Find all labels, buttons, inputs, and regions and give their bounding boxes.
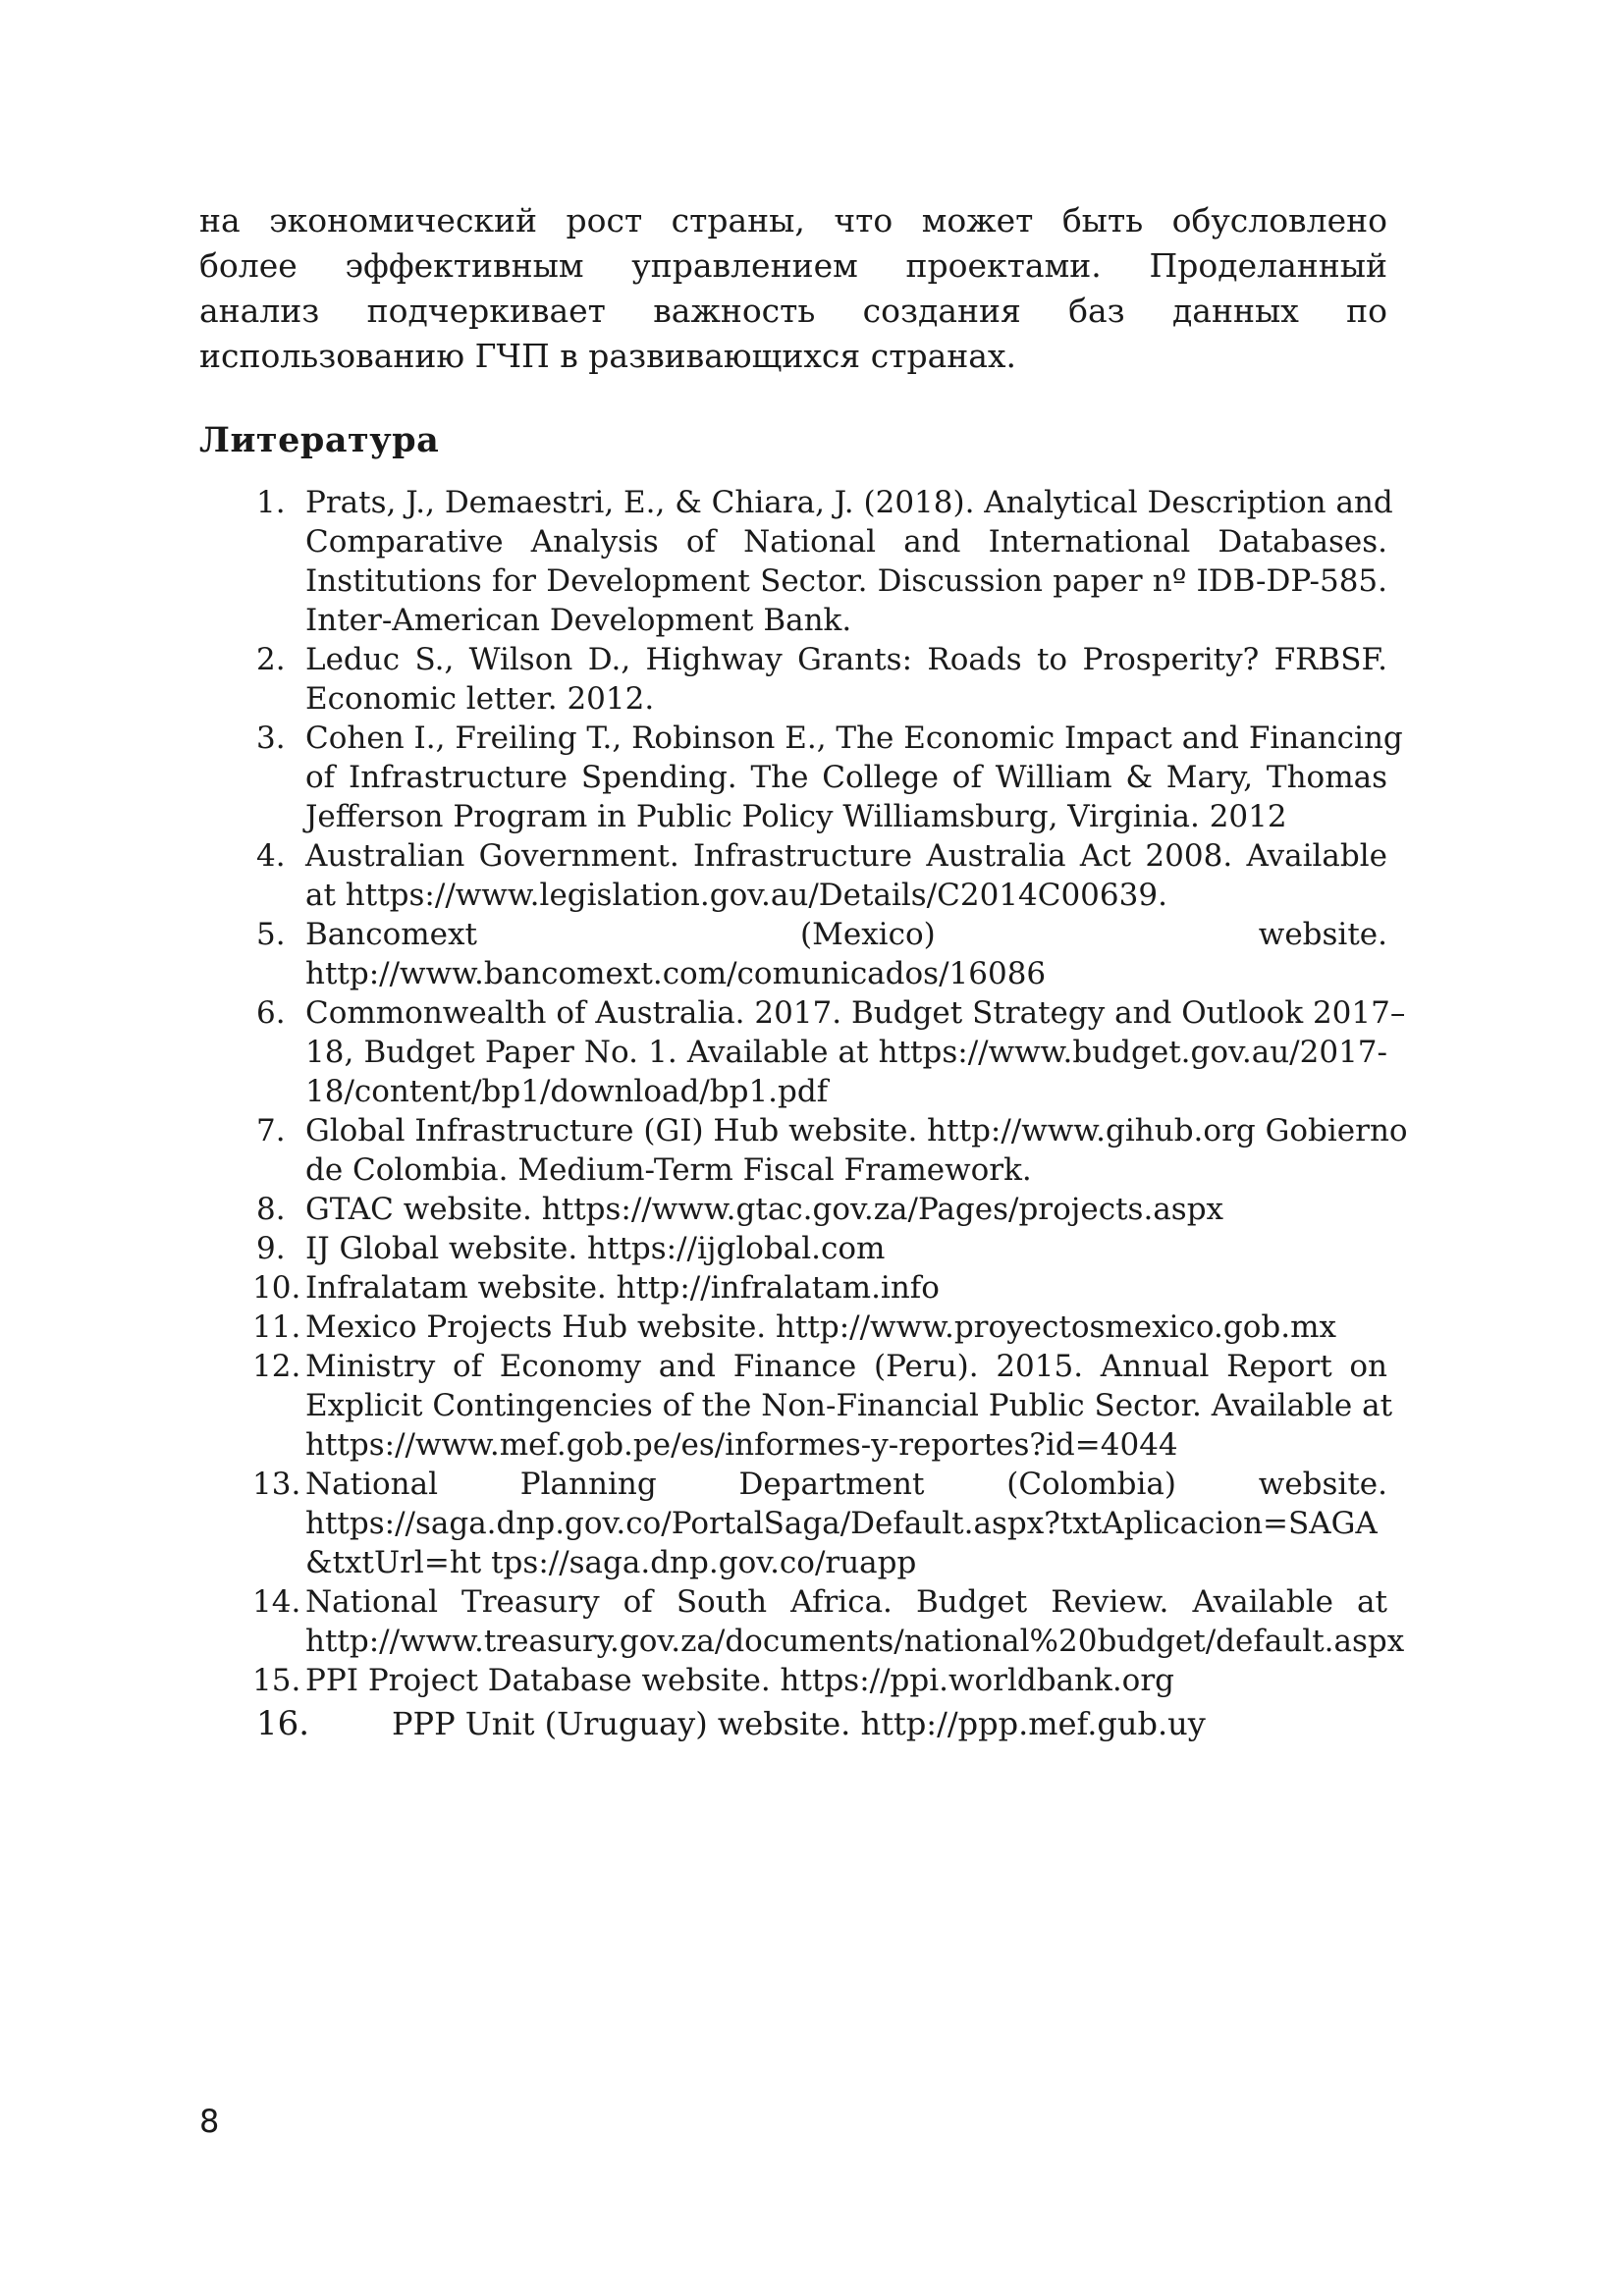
intro-line: анализ подчеркивает важность создания баз данных по bbox=[199, 292, 1387, 330]
intro-line: более эффективным управлением проектами. Проделанный bbox=[199, 246, 1387, 285]
reference-line: Mexico Projects Hub website. http://www.proyectosmexico.gob.mx bbox=[305, 1309, 1336, 1345]
reference-line: National Planning Department (Colombia) website. bbox=[305, 1467, 1387, 1502]
reference-line: &txtUrl=ht tps://saga.dnp.gov.co/ruapp bbox=[305, 1545, 917, 1580]
reference-line: Economic letter. 2012. bbox=[305, 681, 655, 717]
reference-number: 2. bbox=[256, 642, 286, 677]
reference-number: 1. bbox=[256, 485, 286, 520]
reference-item bbox=[199, 836, 1387, 915]
reference-line: Explicit Contingencies of the Non-Financial Public Sector. Available at bbox=[305, 1388, 1393, 1423]
reference-number: 14. bbox=[252, 1584, 301, 1620]
reference-number: 16. bbox=[256, 1704, 310, 1743]
reference-line: PPP Unit (Uruguay) website. http://ppp.mef.gub.uy bbox=[392, 1705, 1206, 1742]
reference-number: 5. bbox=[256, 917, 286, 952]
reference-item bbox=[199, 1229, 1387, 1268]
reference-line: Institutions for Development Sector. Discussion paper nº IDB-DP-585. bbox=[305, 563, 1387, 599]
page-number: 8 bbox=[199, 2103, 220, 2140]
reference-item bbox=[199, 1347, 1393, 1465]
reference-line: Prats, J., Demaestri, E., & Chiara, J. (2018). Analytical Description and bbox=[305, 485, 1393, 520]
reference-line: PPI Project Database website. https://ppi.worldbank.org bbox=[305, 1663, 1175, 1698]
reference-number: 13. bbox=[252, 1467, 301, 1502]
reference-number: 11. bbox=[252, 1309, 301, 1345]
reference-number: 10. bbox=[252, 1270, 301, 1306]
intro-line: на экономический рост страны, что может быть обусловлено bbox=[199, 201, 1387, 240]
reference-line: Australian Government. Infrastructure Australia Act 2008. Available bbox=[305, 838, 1387, 874]
reference-line: Global Infrastructure (GI) Hub website. http://www.gihub.org Gobierno bbox=[305, 1113, 1408, 1148]
reference-item bbox=[199, 1704, 1387, 1743]
reference-line: at https://www.legislation.gov.au/Details/C2014C00639. bbox=[305, 878, 1167, 913]
reference-line: of Infrastructure Spending. The College of William & Mary, Thomas bbox=[305, 760, 1387, 795]
reference-line: 18/content/bp1/download/bp1.pdf bbox=[305, 1074, 829, 1109]
reference-line: GTAC website. https://www.gtac.gov.za/Pages/projects.aspx bbox=[305, 1192, 1224, 1227]
reference-number: 12. bbox=[252, 1349, 301, 1384]
reference-item bbox=[199, 1465, 1387, 1582]
reference-item bbox=[199, 993, 1406, 1111]
intro-line: использованию ГЧП в развивающихся странах. bbox=[199, 337, 1017, 375]
reference-line: Jefferson Program in Public Policy Williamsburg, Virginia. 2012 bbox=[305, 799, 1287, 834]
reference-item bbox=[199, 1308, 1387, 1347]
reference-line: Leduc S., Wilson D., Highway Grants: Roads to Prosperity? FRBSF. bbox=[305, 642, 1387, 677]
intro-paragraph bbox=[199, 198, 1387, 379]
reference-line: de Colombia. Medium-Term Fiscal Framework. bbox=[305, 1152, 1032, 1188]
reference-number: 6. bbox=[256, 995, 286, 1031]
reference-item bbox=[199, 1582, 1405, 1661]
reference-line: IJ Global website. https://ijglobal.com bbox=[305, 1231, 886, 1266]
reference-item bbox=[199, 1661, 1387, 1700]
reference-line: http://www.bancomext.com/comunicados/16086 bbox=[305, 956, 1047, 991]
reference-line: https://saga.dnp.gov.co/PortalSaga/Default.aspx?txtAplicacion=SAGA bbox=[305, 1506, 1378, 1541]
reference-list bbox=[199, 483, 1408, 1743]
reference-line: National Treasury of South Africa. Budget Review. Available at bbox=[305, 1584, 1387, 1620]
reference-number: 8. bbox=[256, 1192, 286, 1227]
reference-line: Commonwealth of Australia. 2017. Budget Strategy and Outlook 2017– bbox=[305, 995, 1406, 1031]
reference-number: 7. bbox=[256, 1113, 286, 1148]
reference-number: 9. bbox=[256, 1231, 286, 1266]
references-heading: Литература bbox=[199, 420, 440, 460]
reference-item bbox=[199, 915, 1387, 993]
reference-number: 15. bbox=[252, 1663, 301, 1698]
reference-line: Cohen I., Freiling T., Robinson E., The Economic Impact and Financing bbox=[305, 721, 1403, 756]
reference-line: https://www.mef.gob.pe/es/informes-y-reportes?id=4044 bbox=[305, 1427, 1178, 1463]
reference-item bbox=[199, 719, 1403, 836]
reference-item bbox=[199, 1111, 1408, 1190]
reference-number: 4. bbox=[256, 838, 286, 874]
reference-line: 18, Budget Paper No. 1. Available at https://www.budget.gov.au/2017- bbox=[305, 1035, 1387, 1070]
reference-number: 3. bbox=[256, 721, 286, 756]
reference-item bbox=[199, 1190, 1387, 1229]
reference-line: Ministry of Economy and Finance (Peru). 2015. Annual Report on bbox=[305, 1349, 1387, 1384]
reference-line: Infralatam website. http://infralatam.info bbox=[305, 1270, 940, 1306]
reference-line: Inter-American Development Bank. bbox=[305, 603, 852, 638]
reference-item bbox=[199, 640, 1387, 719]
reference-line: Comparative Analysis of National and International Databases. bbox=[305, 524, 1387, 560]
reference-item bbox=[199, 483, 1393, 640]
reference-line: http://www.treasury.gov.za/documents/national%20budget/default.aspx bbox=[305, 1624, 1405, 1659]
reference-line: Bancomext (Mexico) website. bbox=[305, 917, 1387, 952]
reference-item bbox=[199, 1268, 1387, 1308]
